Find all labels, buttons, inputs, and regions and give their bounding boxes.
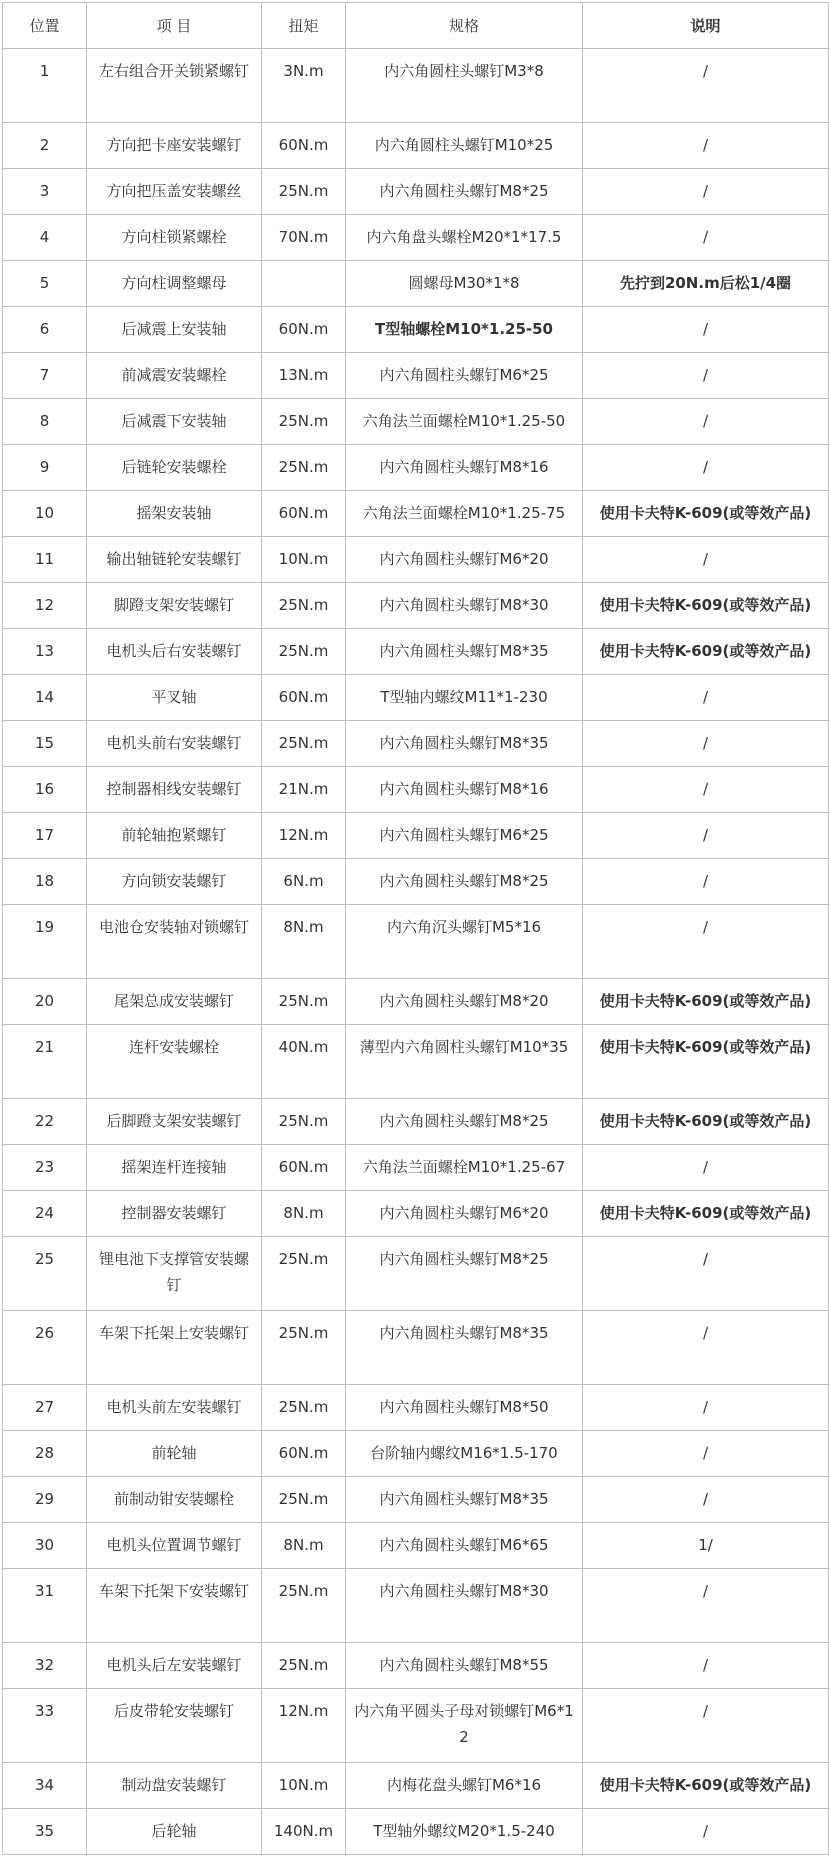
cell-position: 18 <box>3 859 87 905</box>
header-item: 项 目 <box>87 3 262 49</box>
cell-item: 后脚蹬支架安装螺钉 <box>87 1099 262 1145</box>
cell-spec: 内六角圆柱头螺钉M8*35 <box>346 629 583 675</box>
table-row <box>3 1523 829 1569</box>
cell-item: 前轮轴 <box>87 1431 262 1477</box>
cell-torque <box>262 261 346 307</box>
cell-position: 9 <box>3 445 87 491</box>
cell-position: 5 <box>3 261 87 307</box>
table-row <box>3 1643 829 1689</box>
cell-torque: 60N.m <box>262 123 346 169</box>
cell-item: 后减震上安装轴 <box>87 307 262 353</box>
cell-note: / <box>583 537 829 583</box>
table-row <box>3 1569 829 1643</box>
cell-torque: 60N.m <box>262 491 346 537</box>
cell-spec: 六角法兰面螺栓M10*1.25-50 <box>346 399 583 445</box>
cell-torque: 25N.m <box>262 979 346 1025</box>
cell-torque: 8N.m <box>262 1191 346 1237</box>
cell-item: 后皮带轮安装螺钉 <box>87 1689 262 1763</box>
cell-note: 使用卡夫特K-609(或等效产品) <box>583 491 829 537</box>
cell-item: 平叉轴 <box>87 675 262 721</box>
cell-torque: 12N.m <box>262 813 346 859</box>
cell-torque: 10N.m <box>262 537 346 583</box>
cell-position: 17 <box>3 813 87 859</box>
table-row <box>3 1385 829 1431</box>
cell-spec: 内六角圆柱头螺钉M8*20 <box>346 979 583 1025</box>
cell-position: 24 <box>3 1191 87 1237</box>
cell-torque: 8N.m <box>262 905 346 979</box>
cell-note: / <box>583 1689 829 1763</box>
cell-torque: 25N.m <box>262 1385 346 1431</box>
cell-item: 摇架安装轴 <box>87 491 262 537</box>
table-row <box>3 1311 829 1385</box>
cell-position: 30 <box>3 1523 87 1569</box>
cell-position: 33 <box>3 1689 87 1763</box>
cell-note: / <box>583 767 829 813</box>
cell-spec: 六角法兰面螺栓M10*1.25-75 <box>346 491 583 537</box>
cell-note: 使用卡夫特K-609(或等效产品) <box>583 1099 829 1145</box>
cell-torque: 25N.m <box>262 583 346 629</box>
cell-position: 35 <box>3 1809 87 1855</box>
cell-item: 前制动钳安装螺栓 <box>87 1477 262 1523</box>
table-row <box>3 49 829 123</box>
cell-torque: 6N.m <box>262 859 346 905</box>
cell-note: / <box>583 1477 829 1523</box>
table-row <box>3 721 829 767</box>
cell-torque: 25N.m <box>262 1311 346 1385</box>
header-position: 位置 <box>3 3 87 49</box>
cell-spec: 内六角圆柱头螺钉M8*30 <box>346 1569 583 1643</box>
cell-note: / <box>583 1431 829 1477</box>
table-row <box>3 307 829 353</box>
cell-torque: 21N.m <box>262 767 346 813</box>
cell-note: / <box>583 1145 829 1191</box>
table-row <box>3 399 829 445</box>
cell-position: 10 <box>3 491 87 537</box>
torque-table <box>2 2 829 1855</box>
table-row <box>3 445 829 491</box>
cell-torque: 8N.m <box>262 1523 346 1569</box>
cell-torque: 60N.m <box>262 675 346 721</box>
cell-position: 20 <box>3 979 87 1025</box>
cell-spec: 内六角圆柱头螺钉M6*20 <box>346 1191 583 1237</box>
cell-spec: 内六角圆柱头螺钉M6*65 <box>346 1523 583 1569</box>
cell-position: 11 <box>3 537 87 583</box>
table-row <box>3 1477 829 1523</box>
cell-spec: 圆螺母M30*1*8 <box>346 261 583 307</box>
cell-note: / <box>583 399 829 445</box>
cell-spec: 内六角圆柱头螺钉M6*25 <box>346 813 583 859</box>
cell-spec: 内六角圆柱头螺钉M8*16 <box>346 445 583 491</box>
cell-torque: 25N.m <box>262 445 346 491</box>
cell-note: / <box>583 215 829 261</box>
cell-spec: 内梅花盘头螺钉M6*16 <box>346 1763 583 1809</box>
cell-note: / <box>583 1385 829 1431</box>
cell-note: / <box>583 49 829 123</box>
table-row <box>3 1237 829 1311</box>
cell-item: 摇架连杆连接轴 <box>87 1145 262 1191</box>
table-row <box>3 813 829 859</box>
table-row <box>3 1763 829 1809</box>
cell-item: 车架下托架上安装螺钉 <box>87 1311 262 1385</box>
cell-position: 32 <box>3 1643 87 1689</box>
cell-note: / <box>583 721 829 767</box>
cell-note: / <box>583 859 829 905</box>
cell-item: 电机头前左安装螺钉 <box>87 1385 262 1431</box>
cell-spec: 台阶轴内螺纹M16*1.5-170 <box>346 1431 583 1477</box>
cell-note: 使用卡夫特K-609(或等效产品) <box>583 583 829 629</box>
cell-spec: 内六角圆柱头螺钉M8*25 <box>346 169 583 215</box>
table-row <box>3 169 829 215</box>
header-row <box>3 3 829 49</box>
cell-note: / <box>583 307 829 353</box>
cell-spec: 内六角圆柱头螺钉M8*35 <box>346 721 583 767</box>
cell-position: 29 <box>3 1477 87 1523</box>
cell-spec: 内六角平圆头子母对锁螺钉M6*12 <box>346 1689 583 1763</box>
cell-item: 控制器相线安装螺钉 <box>87 767 262 813</box>
cell-note: / <box>583 1643 829 1689</box>
cell-torque: 60N.m <box>262 1431 346 1477</box>
cell-spec: T型轴外螺纹M20*1.5-240 <box>346 1809 583 1855</box>
cell-spec: 内六角圆柱头螺钉M8*55 <box>346 1643 583 1689</box>
table-row <box>3 1025 829 1099</box>
table-row <box>3 1809 829 1855</box>
cell-note: 使用卡夫特K-609(或等效产品) <box>583 629 829 675</box>
cell-item: 方向柱调整螺母 <box>87 261 262 307</box>
cell-note: 使用卡夫特K-609(或等效产品) <box>583 1191 829 1237</box>
cell-torque: 10N.m <box>262 1763 346 1809</box>
cell-item: 方向柱锁紧螺栓 <box>87 215 262 261</box>
cell-item: 方向把压盖安装螺丝 <box>87 169 262 215</box>
cell-torque: 13N.m <box>262 353 346 399</box>
cell-note: / <box>583 813 829 859</box>
cell-spec: 内六角圆柱头螺钉M8*35 <box>346 1477 583 1523</box>
cell-note: 使用卡夫特K-609(或等效产品) <box>583 979 829 1025</box>
cell-item: 方向锁安装螺钉 <box>87 859 262 905</box>
cell-spec: 内六角圆柱头螺钉M8*16 <box>346 767 583 813</box>
cell-position: 21 <box>3 1025 87 1099</box>
table-row <box>3 123 829 169</box>
cell-spec: 六角法兰面螺栓M10*1.25-67 <box>346 1145 583 1191</box>
cell-spec: 内六角盘头螺栓M20*1*17.5 <box>346 215 583 261</box>
header-spec: 规格 <box>346 3 583 49</box>
cell-spec: 内六角圆柱头螺钉M8*25 <box>346 1237 583 1311</box>
cell-note: 使用卡夫特K-609(或等效产品) <box>583 1763 829 1809</box>
cell-item: 锂电池下支撑管安装螺钉 <box>87 1237 262 1311</box>
cell-position: 16 <box>3 767 87 813</box>
cell-item: 电池仓安装轴对锁螺钉 <box>87 905 262 979</box>
table-row <box>3 629 829 675</box>
cell-torque: 25N.m <box>262 169 346 215</box>
table-row <box>3 583 829 629</box>
cell-spec: 内六角圆柱头螺钉M8*30 <box>346 583 583 629</box>
cell-torque: 25N.m <box>262 1099 346 1145</box>
cell-position: 4 <box>3 215 87 261</box>
table-row <box>3 1145 829 1191</box>
cell-torque: 3N.m <box>262 49 346 123</box>
cell-position: 2 <box>3 123 87 169</box>
cell-item: 电机头后右安装螺钉 <box>87 629 262 675</box>
header-note: 说明 <box>583 3 829 49</box>
cell-item: 尾架总成安装螺钉 <box>87 979 262 1025</box>
cell-item: 方向把卡座安装螺钉 <box>87 123 262 169</box>
cell-spec: 内六角圆柱头螺钉M8*50 <box>346 1385 583 1431</box>
cell-position: 7 <box>3 353 87 399</box>
cell-spec: 内六角圆柱头螺钉M10*25 <box>346 123 583 169</box>
cell-spec: T型轴内螺纹M11*1-230 <box>346 675 583 721</box>
cell-item: 后减震下安装轴 <box>87 399 262 445</box>
cell-note: 先拧到20N.m后松1/4圈 <box>583 261 829 307</box>
table-row <box>3 675 829 721</box>
cell-note: / <box>583 1569 829 1643</box>
cell-position: 6 <box>3 307 87 353</box>
cell-torque: 70N.m <box>262 215 346 261</box>
cell-item: 车架下托架下安装螺钉 <box>87 1569 262 1643</box>
cell-position: 12 <box>3 583 87 629</box>
table-row <box>3 353 829 399</box>
cell-note: / <box>583 445 829 491</box>
cell-item: 前轮轴抱紧螺钉 <box>87 813 262 859</box>
cell-torque: 25N.m <box>262 1237 346 1311</box>
cell-item: 连杆安装螺栓 <box>87 1025 262 1099</box>
cell-torque: 60N.m <box>262 307 346 353</box>
cell-position: 8 <box>3 399 87 445</box>
header-torque: 扭矩 <box>262 3 346 49</box>
cell-position: 23 <box>3 1145 87 1191</box>
cell-item: 电机头后左安装螺钉 <box>87 1643 262 1689</box>
cell-item: 控制器安装螺钉 <box>87 1191 262 1237</box>
cell-note: / <box>583 675 829 721</box>
cell-torque: 25N.m <box>262 1643 346 1689</box>
table-row <box>3 1431 829 1477</box>
cell-spec: 内六角圆柱头螺钉M6*25 <box>346 353 583 399</box>
table-row <box>3 491 829 537</box>
cell-position: 26 <box>3 1311 87 1385</box>
cell-item: 左右组合开关锁紧螺钉 <box>87 49 262 123</box>
cell-spec: 内六角圆柱头螺钉M8*35 <box>346 1311 583 1385</box>
cell-item: 前减震安装螺栓 <box>87 353 262 399</box>
cell-note: / <box>583 123 829 169</box>
cell-torque: 25N.m <box>262 1569 346 1643</box>
cell-position: 3 <box>3 169 87 215</box>
cell-note: 1/ <box>583 1523 829 1569</box>
cell-item: 脚蹬支架安装螺钉 <box>87 583 262 629</box>
cell-item: 输出轴链轮安装螺钉 <box>87 537 262 583</box>
cell-position: 27 <box>3 1385 87 1431</box>
cell-torque: 25N.m <box>262 1477 346 1523</box>
cell-spec: 内六角沉头螺钉M5*16 <box>346 905 583 979</box>
cell-spec: T型轴螺栓M10*1.25-50 <box>346 307 583 353</box>
cell-note: / <box>583 1237 829 1311</box>
cell-item: 电机头前右安装螺钉 <box>87 721 262 767</box>
cell-position: 28 <box>3 1431 87 1477</box>
cell-spec: 内六角圆柱头螺钉M3*8 <box>346 49 583 123</box>
cell-torque: 140N.m <box>262 1809 346 1855</box>
table-body <box>3 49 829 1855</box>
cell-torque: 40N.m <box>262 1025 346 1099</box>
cell-item: 后链轮安装螺栓 <box>87 445 262 491</box>
cell-position: 34 <box>3 1763 87 1809</box>
cell-torque: 25N.m <box>262 721 346 767</box>
table-row <box>3 1099 829 1145</box>
table-row <box>3 1191 829 1237</box>
table-row <box>3 905 829 979</box>
table-row <box>3 215 829 261</box>
cell-spec: 内六角圆柱头螺钉M8*25 <box>346 859 583 905</box>
cell-note: 使用卡夫特K-609(或等效产品) <box>583 1025 829 1099</box>
table-row <box>3 1689 829 1763</box>
cell-note: / <box>583 905 829 979</box>
cell-position: 19 <box>3 905 87 979</box>
cell-item: 后轮轴 <box>87 1809 262 1855</box>
torque-table-container <box>2 2 829 1855</box>
table-header <box>3 3 829 49</box>
cell-position: 25 <box>3 1237 87 1311</box>
cell-position: 22 <box>3 1099 87 1145</box>
table-row <box>3 767 829 813</box>
cell-torque: 60N.m <box>262 1145 346 1191</box>
cell-position: 13 <box>3 629 87 675</box>
cell-note: / <box>583 1809 829 1855</box>
cell-note: / <box>583 353 829 399</box>
cell-torque: 25N.m <box>262 629 346 675</box>
cell-item: 电机头位置调节螺钉 <box>87 1523 262 1569</box>
cell-note: / <box>583 169 829 215</box>
cell-item: 制动盘安装螺钉 <box>87 1763 262 1809</box>
cell-position: 14 <box>3 675 87 721</box>
cell-spec: 内六角圆柱头螺钉M8*25 <box>346 1099 583 1145</box>
cell-spec: 内六角圆柱头螺钉M6*20 <box>346 537 583 583</box>
table-row <box>3 537 829 583</box>
cell-spec: 薄型内六角圆柱头螺钉M10*35 <box>346 1025 583 1099</box>
cell-torque: 12N.m <box>262 1689 346 1763</box>
cell-torque: 25N.m <box>262 399 346 445</box>
cell-note: / <box>583 1311 829 1385</box>
cell-position: 1 <box>3 49 87 123</box>
table-row <box>3 261 829 307</box>
cell-position: 15 <box>3 721 87 767</box>
cell-position: 31 <box>3 1569 87 1643</box>
table-row <box>3 979 829 1025</box>
table-row <box>3 859 829 905</box>
